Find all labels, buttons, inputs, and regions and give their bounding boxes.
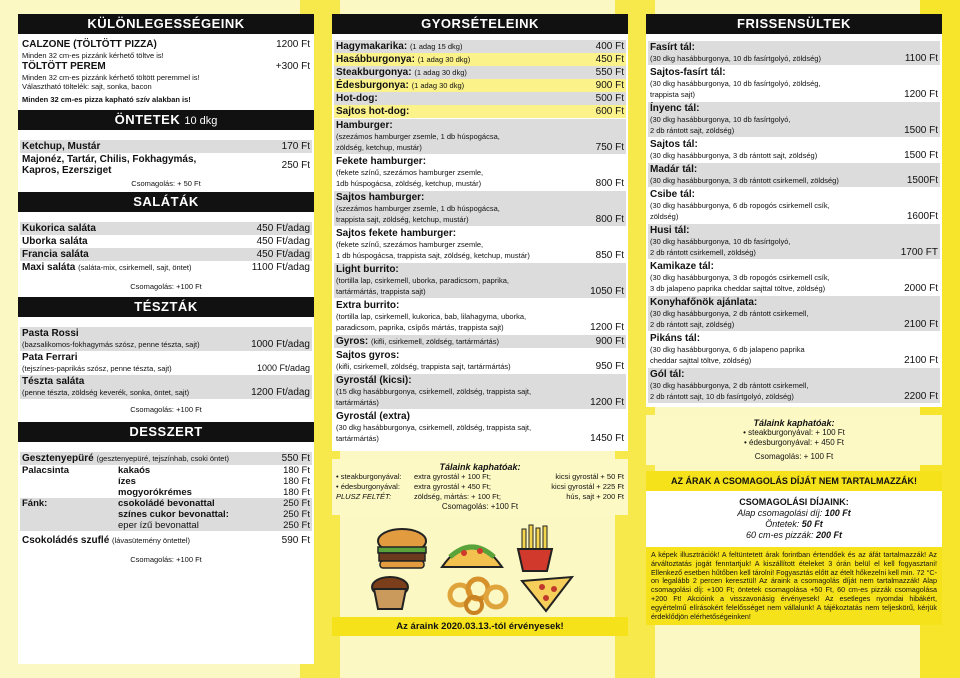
option-small: hús, sajt + 200 Ft — [566, 492, 624, 501]
item-desc: (30 dkg hasábburgonya, 2 db rántott csirkemell, — [650, 309, 809, 318]
platter-option — [336, 472, 624, 482]
item-desc: (30 dkg hasábburgonya, 3 db rántott csirkemell, zöldség) — [650, 176, 839, 185]
packaging-note: Csomagolás: + 50 Ft — [131, 179, 201, 188]
item-name: Tészta saláta — [22, 376, 85, 387]
item-desc: (saláta-mix, csirkemell, sajt, öntet) — [78, 263, 192, 272]
section-subtitle: 10 dkg — [184, 115, 218, 127]
price-validity-banner: Az áraink 2020.03.13.-tól érvényesek! — [332, 617, 628, 636]
menu-item — [334, 335, 626, 348]
dessert-row — [20, 487, 312, 498]
platter-option: • steakburgonyával: + 100 Ft — [743, 428, 845, 437]
item-desc: 2 db rántott sajt, zöldség) — [650, 126, 735, 135]
menu-item — [20, 222, 312, 235]
item-price: 1600Ft — [906, 211, 938, 222]
menu-item — [648, 102, 940, 137]
item-desc: Minden 32 cm-es pizzánk kérhető töltve is! — [22, 51, 164, 60]
item-desc: (30 dkg hasábburgonya, 6 db ropogós csirkemell csík, — [650, 201, 830, 210]
item-desc: (1 adag 15 dkg) — [409, 42, 463, 51]
item-name: Extra burrito: — [336, 300, 400, 311]
item-price: 2100 Ft — [904, 319, 938, 330]
menu-item — [20, 327, 312, 351]
item-price: 1500 Ft — [904, 150, 938, 161]
menu-item — [334, 105, 626, 118]
item-name: Ketchup, Mustár — [22, 141, 101, 152]
menu-item — [334, 155, 626, 190]
item-desc: (30 dkg hasábburgonya, 3 db rántott sajt, zöldség) — [650, 151, 818, 160]
onion-rings-icon — [450, 579, 506, 613]
item-name: Sajtos fekete hamburger: — [336, 228, 457, 239]
section-note: Minden 32 cm-es pizza kapható szív alakban is! — [22, 95, 191, 104]
item-name: Fekete hamburger: — [336, 156, 427, 167]
item-price: 180 Ft — [283, 465, 310, 476]
taco-icon — [442, 546, 502, 568]
option-small: kicsi gyrostál + 225 Ft — [551, 482, 624, 491]
item-variant: kakaós — [118, 465, 151, 476]
food-illustration — [332, 519, 628, 615]
item-price: 450 Ft — [595, 54, 624, 65]
item-desc: (tortilla lap, csirkemell, uborka, paradicsom, paprika, — [336, 276, 509, 285]
menu-item — [648, 296, 940, 331]
menu-item — [648, 224, 940, 259]
item-name: Gyrostál (extra) — [336, 411, 410, 422]
menu-item — [648, 163, 940, 187]
option-label: PLUSZ FELTÉT: — [336, 492, 392, 501]
item-name: Hamburger: — [336, 120, 393, 131]
item-price: 1000 Ft/adag — [251, 339, 310, 350]
platter-title: Tálaink kaphatóak: — [753, 418, 835, 428]
item-desc: (fekete színű, szezámos hamburger zsemle, — [336, 168, 484, 177]
fee-label: Alap csomagolási díj: — [737, 508, 823, 518]
fee-value: 50 Ft — [801, 519, 823, 529]
item-desc: (gesztenyepüré, tejszínhab, csoki öntet) — [96, 454, 230, 463]
menu-item — [334, 40, 626, 53]
packaging-fees — [646, 491, 942, 547]
section-header-kulonlegessegeink: KÜLÖNLEGESSÉGEINK — [18, 14, 314, 34]
menu-item — [20, 235, 312, 248]
item-desc: Választható töltelék: sajt, sonka, bacon — [22, 82, 152, 91]
menu-item — [334, 263, 626, 298]
column-fresh-fried — [646, 14, 942, 664]
item-price: 180 Ft — [283, 476, 310, 487]
item-price: 1200 Ft — [276, 39, 310, 50]
item-price: 250 Ft — [283, 498, 310, 509]
item-name: CALZONE (TÖLTÖTT PIZZA) — [22, 39, 157, 50]
menu-item — [648, 138, 940, 162]
item-price: 2100 Ft — [904, 355, 938, 366]
item-desc: tartármártás) — [336, 434, 379, 443]
packaging-note: Csomagolás: +100 Ft — [130, 405, 202, 414]
item-price: 180 Ft — [283, 487, 310, 498]
item-desc: (tortilla lap, csirkemell, kukorica, bab, lilahagyma, uborka, — [336, 312, 527, 321]
item-name: Husi tál: — [650, 225, 690, 236]
item-price: 1000 Ft/adag — [256, 363, 310, 373]
item-desc: (15 dkg hasábburgonya, csirkemell, zöldség, trappista sajt, — [336, 387, 532, 396]
item-name: Hagymakarika: — [336, 41, 408, 52]
item-price: 950 Ft — [595, 361, 624, 372]
item-name: Palacsinta — [22, 465, 69, 476]
item-price: 1700 FT — [900, 247, 938, 258]
item-name: Édesburgonya: — [336, 80, 409, 91]
item-desc: 2 db rántott csirkemell, zöldség) — [650, 248, 756, 257]
item-name: Sajtos hot-dog: — [336, 106, 410, 117]
fries-icon — [518, 525, 552, 571]
menu-item — [20, 248, 312, 261]
item-desc: (30 dkg hasábburgonya, 6 db jalapeno paprika — [650, 345, 805, 354]
item-price: 900 Ft — [595, 336, 624, 347]
item-price: 2000 Ft — [904, 283, 938, 294]
dessert-row — [20, 498, 312, 509]
item-desc: tartármártás) — [336, 398, 379, 407]
menu-item — [20, 375, 312, 399]
item-desc: (lávasütemény öntettel) — [112, 536, 191, 545]
item-price: +300 Ft — [275, 61, 310, 72]
column-specials — [18, 14, 314, 664]
packaging-note: Csomagolás: +100 Ft — [441, 502, 519, 511]
item-desc: 2 db rántott sajt, 10 db fasírtgolyó, zöldség) — [650, 392, 794, 401]
dessert-row — [20, 465, 312, 476]
price-notice-banner: AZ ÁRAK A CSOMAGOLÁS DÍJÁT NEM TARTALMAZZÁK! — [646, 471, 942, 491]
item-price: 550 Ft — [281, 453, 310, 464]
item-desc: zöldség) — [650, 212, 679, 221]
item-desc: (1 adag 30 dkg) — [414, 68, 467, 77]
packaging-fees-title: CSOMAGOLÁSI DÍJAINK: — [739, 497, 849, 507]
item-price: 1200 Ft — [590, 322, 624, 333]
menu-item — [648, 332, 940, 367]
menu-item — [334, 374, 626, 409]
section-header-desszert: DESSZERT — [18, 422, 314, 442]
menu-item — [648, 188, 940, 223]
section-header-tesztak: TÉSZTÁK — [18, 297, 314, 317]
item-name: Sajtos gyros: — [336, 350, 400, 361]
item-name: Kukorica saláta — [22, 223, 96, 234]
section-header-gyorsetelek: GYORSÉTELEINK — [332, 14, 628, 34]
menu-item — [648, 66, 940, 101]
pizza-slice-icon — [522, 577, 572, 611]
platter-option: • édesburgonyával: + 450 Ft — [744, 438, 844, 447]
menu-item — [20, 38, 312, 51]
item-desc: trappista sajt, zöldség, ketchup, mustár) — [336, 215, 469, 224]
menu-item — [648, 41, 940, 65]
menu-item — [334, 79, 626, 92]
item-desc: (fekete színű, szezámos hamburger zsemle, — [336, 240, 484, 249]
item-name: Kamikaze tál: — [650, 261, 714, 272]
section-title: ÖNTETEK — [114, 112, 181, 127]
item-name: Fasírt tál: — [650, 42, 696, 53]
item-name: Gól tál: — [650, 369, 685, 380]
menu-item — [648, 368, 940, 403]
item-name: Uborka saláta — [22, 236, 88, 247]
item-name: Pasta Rossi — [22, 328, 79, 339]
item-name: Hot-dog: — [336, 93, 378, 104]
item-price: 450 Ft/adag — [256, 223, 310, 234]
item-name: TÖLTÖTT PEREM — [22, 61, 106, 72]
item-price: 450 Ft/adag — [256, 249, 310, 260]
item-price: 170 Ft — [281, 141, 310, 152]
item-desc: (1 adag 30 dkg) — [411, 81, 465, 90]
item-name: Hasábburgonya: — [336, 54, 415, 65]
option-small: kicsi gyrostál + 50 Ft — [555, 472, 624, 481]
item-price: 250 Ft — [283, 520, 310, 531]
item-desc: (bazsalikomos-fokhagymás szósz, penne tészta, sajt) — [22, 340, 200, 349]
item-desc: (30 dkg hasábburgonya, 10 db fasírtgolyó, zöldség) — [650, 54, 821, 63]
item-variant: mogyorókrémes — [118, 487, 192, 498]
menu-item — [648, 260, 940, 295]
item-name: Sajtos hamburger: — [336, 192, 425, 203]
menu-item — [20, 351, 312, 375]
burger-icon — [378, 529, 426, 568]
option-extra: zöldség, mártás: + 100 Ft; — [414, 492, 501, 501]
item-name: Csokoládés szuflé — [22, 535, 110, 546]
item-price: 250 Ft — [283, 509, 310, 520]
item-price: 600 Ft — [595, 106, 624, 117]
dessert-row — [20, 476, 312, 487]
item-price: 1200 Ft/adag — [251, 387, 310, 398]
item-desc: (30 dkg hasábburgonya, 10 db fasírtgolyó, — [650, 237, 791, 246]
packaging-note: Csomagolás: +100 Ft — [130, 282, 202, 291]
packaging-note: Csomagolás: +100 Ft — [130, 555, 202, 564]
item-name: Maxi saláta — [22, 262, 76, 273]
item-price: 2200 Ft — [904, 391, 938, 402]
menu-item — [334, 299, 626, 334]
item-name: Csibe tál: — [650, 189, 696, 200]
menu-item — [20, 452, 312, 465]
dessert-row — [20, 509, 312, 520]
item-name: Sajtos tál: — [650, 139, 698, 150]
item-price: 590 Ft — [281, 535, 310, 546]
item-price: 550 Ft — [595, 67, 624, 78]
legal-info: A képek illusztrációk! A feltüntetett árak forintban értendőek és az áfát tartalmazzák! Az árváltoztatás jogát fenntartjuk! A kiszállított ételeket 3 órán belül el kell fogyasztani! Ellenkező esetben hűtőben kell tárolni! Fogyasztás előtt az ételt hőkezelni kell min. 72 °C-on legalább 2 percen keresztül! Az áraink a csomagolás díját nem tartalmazzák! Alap csomagolási díj: +100 Ft; öntetek csomagolása +50 Ft, 60 cm-es pizzák csomagolása +200 Ft! Akcióink a visszavonásig érvényesek! Az esetleges nyomdai hibákért, egyértelmű elírásokért felelősséget nem vállalunk! A tájékoztatás nem teljeskörű, kérjük érdeklődjön elérhetőségeinken! — [646, 547, 942, 625]
item-price: 750 Ft — [595, 142, 624, 153]
muffin-icon — [372, 577, 408, 609]
item-variant: eper ízű bevonattal — [118, 520, 199, 531]
item-name: Pikáns tál: — [650, 333, 701, 344]
item-desc: (szezámos hamburger zsemle, 1 db húspogácsa, — [336, 132, 500, 141]
section-header-frissensultek: FRISSENSÜLTEK — [646, 14, 942, 34]
item-price: 1200 Ft — [590, 397, 624, 408]
item-price: 1450 Ft — [590, 433, 624, 444]
menu-item — [334, 349, 626, 373]
item-desc: (30 dkg hasábburgonya, csirkemell, zöldség, trappista sajt, — [336, 423, 532, 432]
item-name: Gyrostál (kicsi): — [336, 375, 412, 386]
column-fast-food — [332, 14, 628, 664]
item-desc: 3 db jalapeno paprika cheddar sajttal töltve, zöldség) — [650, 284, 826, 293]
item-name: Konyhafőnök ajánlata: — [650, 297, 758, 308]
item-name: Gesztenyepüré — [22, 453, 94, 464]
platter-options — [646, 415, 942, 465]
item-variant: színes cukor bevonattal: — [118, 509, 229, 520]
item-desc: (30 dkg hasábburgonya, 10 db fasírtgolyó, zöldség, — [650, 79, 821, 88]
item-variant: csokoládé bevonattal — [118, 498, 215, 509]
item-desc: 2 db rántott sajt, zöldség) — [650, 320, 735, 329]
item-price: 850 Ft — [595, 250, 624, 261]
item-desc: (szezámos hamburger zsemle, 1 db húspogácsa, — [336, 204, 500, 213]
item-desc: (tejszínes-paprikás szósz, penne tészta, sajt) — [22, 364, 172, 373]
section-header-ontetek — [18, 110, 314, 130]
item-desc: Minden 32 cm-es pizzánk kérhető töltött peremmel is! — [22, 73, 200, 82]
item-desc: (kifli, csirkemell, zöldség, tartármártás) — [371, 337, 499, 346]
item-price: 800 Ft — [595, 214, 624, 225]
item-desc: trappista sajt) — [650, 90, 696, 99]
option-extra: extra gyrostál + 450 Ft; — [414, 482, 491, 491]
item-price: 450 Ft/adag — [256, 236, 310, 247]
item-price: 800 Ft — [595, 178, 624, 189]
item-price: 1500Ft — [906, 175, 938, 186]
option-label: • steakburgonyával: — [336, 472, 402, 481]
menu-item — [20, 261, 312, 274]
menu-item — [334, 119, 626, 154]
item-desc: zöldség, ketchup, mustár) — [336, 143, 422, 152]
menu-item — [334, 92, 626, 105]
menu-item — [20, 153, 312, 177]
item-price: 1200 Ft — [904, 89, 938, 100]
menu-item — [334, 410, 626, 445]
option-label: • édesburgonyával: — [336, 482, 400, 491]
item-name: Gyros: — [336, 336, 369, 347]
item-name: Francia saláta — [22, 249, 89, 260]
fee-value: 200 Ft — [816, 530, 843, 540]
item-name: Light burrito: — [336, 264, 399, 275]
dessert-row — [20, 520, 312, 531]
menu-item — [20, 60, 312, 73]
item-price: 250 Ft — [281, 159, 310, 171]
item-desc: (30 dkg hasábburgonya, 2 db rántott csirkemell, — [650, 381, 809, 390]
item-desc: 1db húspogácsa, zöldség, ketchup, mustár) — [336, 179, 482, 188]
item-desc: cheddar sajttal töltve, zöldség) — [650, 356, 752, 365]
item-name: Madár tál: — [650, 164, 698, 175]
item-desc: tartármártás, trappista sajt) — [336, 287, 426, 296]
item-name: Pata Ferrari — [22, 352, 78, 363]
menu-item — [334, 227, 626, 262]
item-price: 500 Ft — [595, 93, 624, 104]
item-name: Kapros, Ezersziget — [22, 165, 112, 176]
item-desc: (penne tészta, zöldség keverék, sonka, öntet, sajt) — [22, 388, 190, 397]
item-name: Majonéz, Tartár, Chilis, Fokhagymás, — [22, 154, 197, 165]
item-desc: 1 db húspogácsa, trappista sajt, zöldség, ketchup, mustár) — [336, 251, 530, 260]
item-price: 1100 Ft/adag — [251, 262, 310, 273]
platter-option — [336, 482, 624, 492]
menu-item — [334, 191, 626, 226]
item-price: 400 Ft — [595, 41, 624, 52]
fee-value: 100 Ft — [824, 508, 851, 518]
platter-options — [332, 459, 628, 515]
item-variant: ízes — [118, 476, 136, 487]
item-name: Fánk: — [22, 498, 48, 509]
item-name: Steakburgonya: — [336, 67, 412, 78]
section-header-salatak: SALÁTÁK — [18, 192, 314, 212]
menu-item — [334, 53, 626, 66]
packaging-note: Csomagolás: + 100 Ft — [754, 452, 834, 461]
menu-item — [20, 140, 312, 153]
item-name: Ínyenc tál: — [650, 103, 700, 114]
item-price: 1050 Ft — [590, 286, 624, 297]
option-extra: extra gyrostál + 100 Ft; — [414, 472, 491, 481]
item-desc: (1 adag 30 dkg) — [417, 55, 471, 64]
item-desc: paradicsom, paprika, csípős mártás, trappista sajt) — [336, 323, 504, 332]
item-price: 900 Ft — [595, 80, 624, 91]
item-desc: (30 dkg hasábburgonya, 10 db fasírtgolyó, — [650, 115, 791, 124]
item-price: 1100 Ft — [904, 53, 938, 64]
menu-item — [20, 534, 312, 547]
item-desc: (kifli, csirkemell, zöldség, trappista sajt, tartármártás) — [336, 362, 511, 371]
item-desc: (30 dkg hasábburgonya, 3 db ropogós csirkemell csík, — [650, 273, 830, 282]
fee-label: 60 cm-es pizzák: — [745, 530, 814, 540]
platter-option — [336, 492, 624, 502]
item-price: 1500 Ft — [904, 125, 938, 136]
fee-label: Öntetek: — [765, 519, 800, 529]
platter-title: Tálaink kaphatóak: — [439, 462, 521, 472]
menu-item — [334, 66, 626, 79]
item-name: Sajtos-fasírt tál: — [650, 67, 726, 78]
